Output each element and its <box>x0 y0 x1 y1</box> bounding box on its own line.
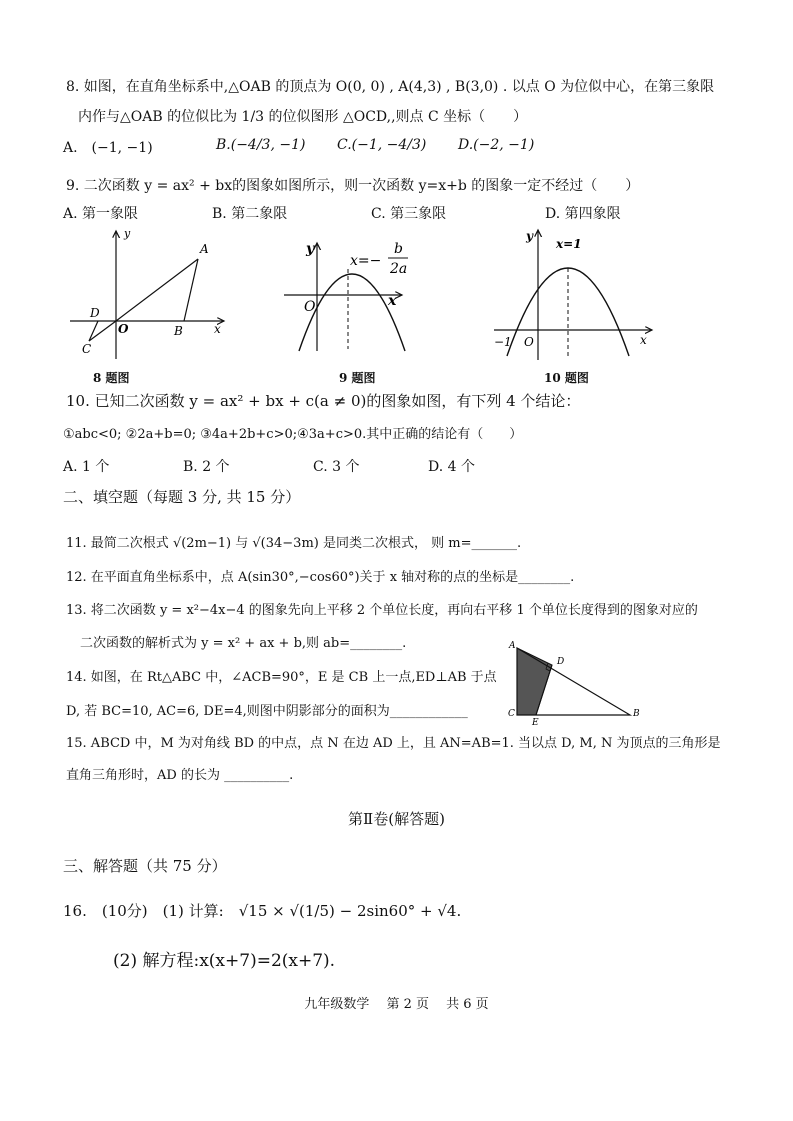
fig9-label-y: y <box>306 241 315 257</box>
fig8-label-d: D <box>90 306 100 320</box>
fig10-label-y: y <box>526 229 533 243</box>
q10-line2: ①abc<0; ②2a+b=0; ③4a+2b+c>0;④3a+c>0.其中正确的结论有（ ） <box>63 427 523 442</box>
q10-line1: 10. 已知二次函数 y = ax² + bx + c(a ≠ 0)的图象如图，有下列 4 个结论： <box>66 392 581 410</box>
fig14-label-a: A <box>509 641 516 651</box>
q16-part1: 16. (10分) (1) 计算: √15 × √(1/5) − 2sin60° + √4. <box>63 902 462 920</box>
fig10-label-o: O <box>524 335 534 349</box>
q14-line1: 14. 如图，在 Rt△ABC 中，∠ACB=90°，E 是 CB 上一点,ED⊥AB 于点 <box>66 670 497 685</box>
q9-option-d: D. 第四象限 <box>545 206 621 222</box>
q14-line2: D, 若 BC=10, AC=6, DE=4,则图中阴影部分的面积为____________ <box>66 704 468 719</box>
fig14-label-b: B <box>633 709 640 719</box>
fig8-label-a: A <box>200 242 209 256</box>
q10-option-b: B. 2 个 <box>183 459 230 475</box>
q8-line1: 8. 如图，在直角坐标系中,△OAB 的顶点为 O(0, 0) , A(4,3) , B(3,0) . 以点 O 为位似中心，在第三象限 <box>66 79 715 95</box>
figure-10-caption: 10 题图 <box>544 371 589 385</box>
q11: 11. 最简二次根式 √(2m−1) 与 √(34−3m) 是同类二次根式， 则 m=_______. <box>66 536 522 551</box>
page-footer: 九年级数学 第 2 页 共 6 页 <box>304 997 489 1012</box>
fig14-label-e: E <box>532 718 539 726</box>
fig14-label-c: C <box>508 709 515 719</box>
q9-option-b: B. 第二象限 <box>212 206 288 222</box>
part-2-title: 第Ⅱ卷(解答题) <box>348 810 445 828</box>
q8-option-d: D.(−2, −1) <box>458 137 535 153</box>
fig8-label-b: B <box>174 324 183 338</box>
figure-9 <box>282 235 432 365</box>
q10-option-c: C. 3 个 <box>313 459 360 475</box>
fig8-label-o: O <box>118 322 129 336</box>
q8-option-b: B.(−4/3, −1) <box>216 137 306 153</box>
q13-line1: 13. 将二次函数 y = x²−4x−4 的图象先向上平移 2 个单位长度，再向右平移 1 个单位长度得到的图象对应的 <box>66 603 698 618</box>
q10-option-d: D. 4 个 <box>428 459 475 475</box>
q9-line1: 9. 二次函数 y = ax² + bx的图象如图所示，则一次函数 y=x+b 的图象一定不经过（ ） <box>66 178 640 194</box>
fig9-label-2a: 2a <box>390 261 408 277</box>
q8-option-c: C.(−1, −4/3) <box>337 137 427 153</box>
fig9-label-x-eq: x=− <box>350 253 382 269</box>
q8-option-a: A. (−1, −1) <box>63 140 153 156</box>
figure-9-caption: 9 题图 <box>339 371 376 385</box>
figure-8 <box>66 225 236 365</box>
fig9-label-o: O <box>304 299 316 315</box>
q9-option-a: A. 第一象限 <box>63 206 139 222</box>
fig8-label-x: x <box>214 322 221 336</box>
q9-option-c: C. 第三象限 <box>371 206 447 222</box>
fig10-label-x: x <box>640 333 647 347</box>
q15-line2: 直角三角形时，AD 的长为 __________. <box>66 768 294 783</box>
fig10-label-minus1: −1 <box>494 335 512 349</box>
fig8-label-c: C <box>82 342 92 356</box>
figure-10 <box>492 226 662 366</box>
q16-part2: (2) 解方程:x(x+7)=2(x+7). <box>113 951 336 971</box>
q12: 12. 在平面直角坐标系中，点 A(sin30°,−cos60°)关于 x 轴对称的点的坐标是________. <box>66 570 575 585</box>
fig9-label-x: x <box>388 293 397 309</box>
q10-option-a: A. 1 个 <box>63 459 110 475</box>
figure-8-caption: 8 题图 <box>93 371 130 385</box>
fig9-label-b: b <box>394 241 403 257</box>
fig10-label-x1: x=1 <box>556 237 582 251</box>
section-2-heading: 二、填空题（每题 3 分, 共 15 分） <box>63 488 301 506</box>
fig14-label-d: D <box>557 657 565 667</box>
q15-line1: 15. ABCD 中，M 为对角线 BD 的中点，点 N 在边 AD 上，且 AN=AB=1. 当以点 D, M, N 为顶点的三角形是 <box>66 736 721 751</box>
figure-14 <box>502 638 652 726</box>
q8-line2: 内作与△OAB 的位似比为 1/3 的位似图形 △OCD,,则点 C 坐标（ ） <box>78 109 528 125</box>
section-3-heading: 三、解答题（共 75 分） <box>63 857 227 875</box>
q13-line2: 二次函数的解析式为 y = x² + ax + b,则 ab=________. <box>80 636 407 651</box>
fig8-label-y: y <box>124 227 131 240</box>
